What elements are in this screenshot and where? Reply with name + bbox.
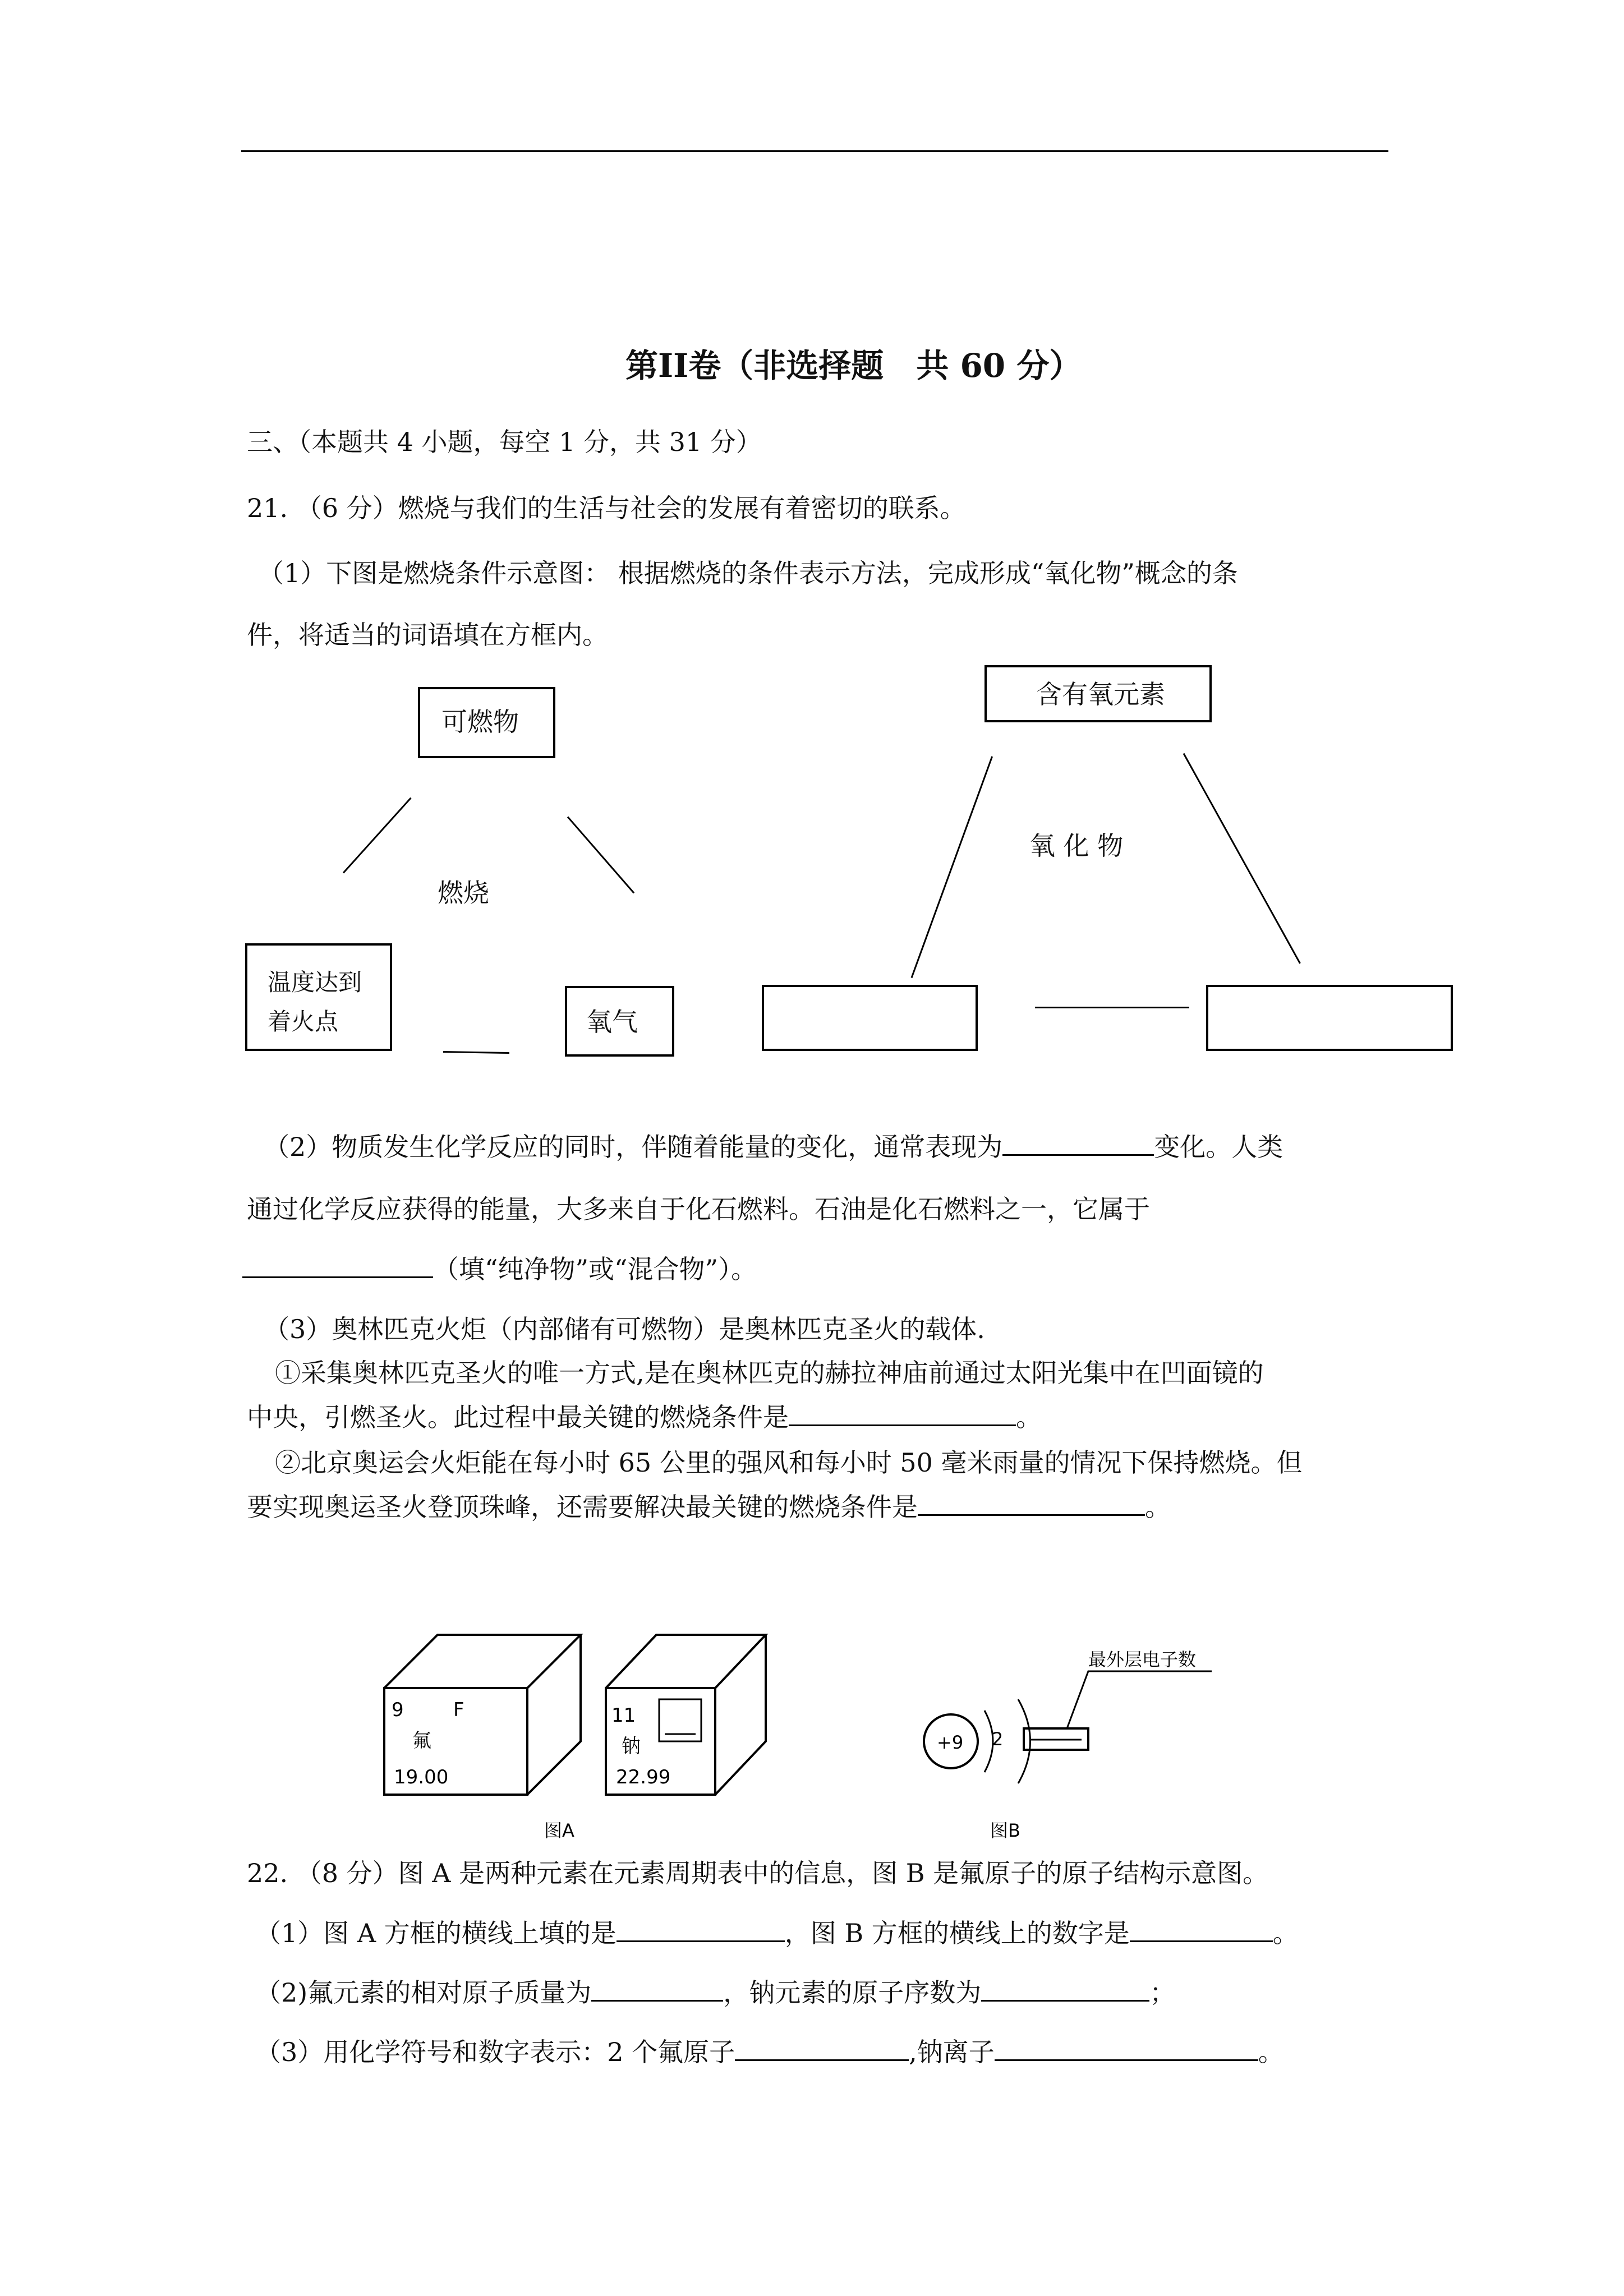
- oxide-right-answer-box[interactable]: [1206, 985, 1453, 1051]
- fluorine-number: 9: [392, 1699, 404, 1721]
- connector-line: [1035, 1007, 1189, 1008]
- oxygen-label: 氧气: [586, 1007, 638, 1037]
- sodium-symbol-answer-box: [659, 1699, 701, 1741]
- q21-p3-i-text-b: 。: [1016, 1402, 1042, 1432]
- q21-p3-i-text-a: 中央，引燃圣火。此过程中最关键的燃烧条件是: [247, 1402, 789, 1432]
- oxide-left-answer-box[interactable]: [762, 985, 978, 1051]
- q22-p1: [255, 1916, 1299, 1950]
- fluorine-name: 氟: [412, 1730, 431, 1752]
- q22-p2: [255, 1975, 1175, 2009]
- fig-b-caption: 图B: [990, 1820, 1020, 1841]
- answer-blank-energy-change[interactable]: [1002, 1129, 1154, 1156]
- q21-p3-line1: （3）奥林匹克火炬（内部储有可燃物）是奥林匹克圣火的载体.: [264, 1314, 985, 1344]
- section-title: 第II卷（非选择题 共 60 分）: [625, 347, 1082, 385]
- outer-electron-label: 最外层电子数: [1088, 1649, 1197, 1670]
- q22-p3: [255, 2035, 1284, 2069]
- answer-blank-two-fluorine-atoms[interactable]: [735, 2035, 909, 2061]
- first-shell-electrons: 2: [992, 1728, 1004, 1750]
- oxide-label: 氧 化 物: [1029, 831, 1124, 861]
- q22-p2-text-c: ；: [1149, 1977, 1176, 2008]
- outer-label-pointer: [1067, 1671, 1212, 1728]
- sodium-name: 钠: [622, 1735, 641, 1758]
- q21-p3-ii-line2: [247, 1490, 1171, 1524]
- q22-p1-text-b: ，图 B 方框的横线上的数字是: [784, 1918, 1130, 1948]
- connector-line: [567, 817, 634, 894]
- q22-p2-text-b: ，钠元素的原子序数为: [723, 1977, 982, 2008]
- fluorine-cube-top: [384, 1635, 581, 1688]
- q21-p2-line3-text: （填“纯净物”或“混合物”）。: [433, 1254, 757, 1284]
- connector-line: [911, 756, 993, 978]
- fluorine-cube-side: [527, 1635, 581, 1795]
- q22-p1-text-c: 。: [1272, 1918, 1299, 1948]
- sodium-number: 11: [611, 1704, 636, 1727]
- ignition-temp-label-line2: 着火点: [268, 1008, 339, 1035]
- answer-blank-key-condition-2[interactable]: [918, 1490, 1145, 1516]
- q21-p2-line3: [242, 1252, 757, 1286]
- sodium-cube-side: [715, 1635, 766, 1795]
- q21-p2-line2: 通过化学反应获得的能量，大多来自于化石燃料。石油是化石燃料之一，它属于: [247, 1194, 1150, 1224]
- ignition-temp-box: [245, 943, 392, 1051]
- figure-area: [359, 1615, 1245, 1851]
- q22-p3-text-b: ,钠离子: [909, 2037, 995, 2067]
- combustible-box: [418, 687, 555, 758]
- answer-blank-sodium-number[interactable]: [981, 1975, 1149, 2002]
- ignition-temp-label-line1: 温度达到: [268, 969, 362, 996]
- combustion-label: 燃烧: [438, 878, 489, 908]
- sodium-cube-top: [606, 1635, 766, 1688]
- answer-blank-key-condition-1[interactable]: [789, 1400, 1016, 1426]
- connector-line: [1183, 753, 1301, 964]
- q22-p1-text-a: （1）图 A 方框的横线上填的是: [255, 1918, 617, 1948]
- oxygen-element-label: 含有氧元素: [1036, 679, 1165, 709]
- q22-p3-text-c: 。: [1258, 2037, 1284, 2067]
- oxygen-box: [565, 986, 674, 1057]
- section-header: 三、（本题共 4 小题，每空 1 分，共 31 分）: [247, 427, 762, 457]
- q21-p2-text-a: （2）物质发生化学反应的同时，伴随着能量的变化，通常表现为: [264, 1132, 1003, 1162]
- q21-p2-text-b: 变化。人类: [1154, 1132, 1283, 1162]
- q21-p3-ii-text-b: 。: [1145, 1492, 1171, 1522]
- q21-p3-i-line1: ①采集奥林匹克圣火的唯一方式,是在奥林匹克的赫拉神庙前通过太阳光集中在凹面镜的: [275, 1358, 1264, 1388]
- answer-blank-petroleum-type[interactable]: [242, 1252, 433, 1278]
- answer-blank-fig-b[interactable]: [1130, 1916, 1273, 1942]
- q21-p1-line1: （1）下图是燃烧条件示意图： 根据燃烧的条件表示方法，完成形成“氧化物”概念的条: [258, 558, 1238, 588]
- q21-p3-ii-text-a: 要实现奥运圣火登顶珠峰，还需要解决最关键的燃烧条件是: [247, 1492, 918, 1522]
- answer-blank-fig-a[interactable]: [617, 1916, 785, 1942]
- q22-p3-text-a: （3）用化学符号和数字表示：2 个氟原子: [255, 2037, 735, 2067]
- q21-stem: 21. （6 分）燃烧与我们的生活与社会的发展有着密切的联系。: [247, 493, 966, 523]
- sodium-mass: 22.99: [616, 1766, 671, 1788]
- oxygen-element-box: [984, 665, 1212, 722]
- q21-p3-i-line2: [247, 1400, 1042, 1434]
- combustible-label: 可燃物: [441, 707, 519, 737]
- connector-line: [343, 797, 412, 874]
- connector-line: [443, 1051, 509, 1054]
- fig-a-caption: 图A: [544, 1820, 574, 1841]
- q21-p3-ii-line1: ②北京奥运会火炬能在每小时 65 公里的强风和每小时 50 毫米雨量的情况下保持燃烧。但: [275, 1447, 1303, 1478]
- fluorine-symbol: F: [453, 1699, 464, 1721]
- q22-p2-text-a: （2)氟元素的相对原子质量为: [255, 1977, 592, 2008]
- header-rule: [241, 150, 1388, 152]
- answer-blank-fluorine-mass[interactable]: [591, 1975, 723, 2002]
- nucleus-charge: +9: [937, 1732, 964, 1753]
- q22-stem: 22. （8 分）图 A 是两种元素在元素周期表中的信息，图 B 是氟原子的原子结构示意图。: [247, 1858, 1269, 1888]
- q21-p1-line2: 件，将适当的词语填在方框内。: [247, 620, 608, 650]
- fluorine-mass: 19.00: [394, 1766, 449, 1788]
- answer-blank-sodium-ion[interactable]: [995, 2035, 1258, 2061]
- q21-p2-line1: [264, 1129, 1283, 1164]
